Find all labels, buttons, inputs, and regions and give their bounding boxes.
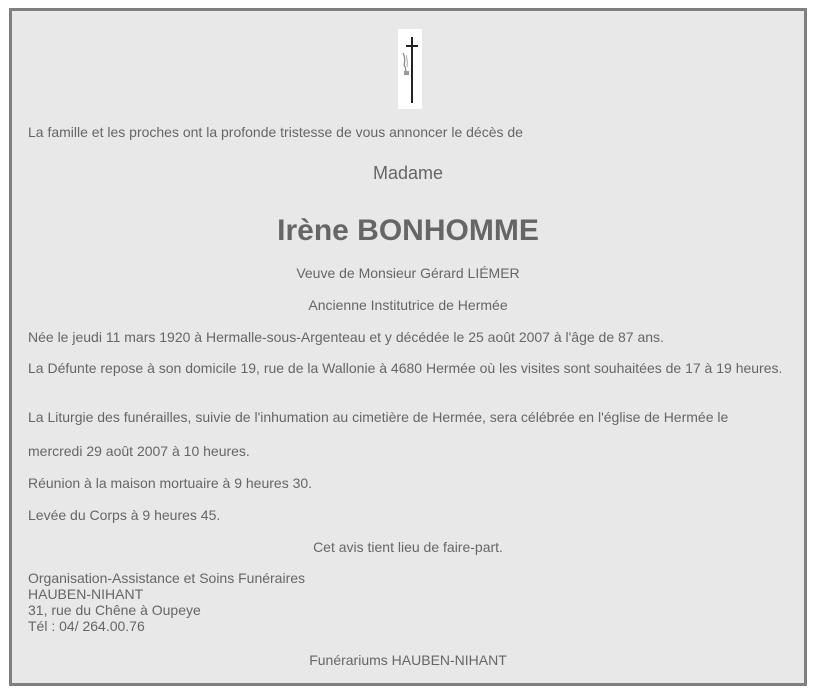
rest-text: La Défunte repose à son domicile 19, rue de la Wallonie à 4680 Hermée où les visites sont souhaitées de 17 à 19 heures. bbox=[28, 360, 783, 376]
liturgy-date: mercredi 29 août 2007 à 10 heures. bbox=[28, 443, 250, 459]
levee-text: Levée du Corps à 9 heures 45. bbox=[28, 507, 221, 523]
deceased-name: Irène BONHOMME bbox=[277, 214, 539, 247]
intro-text: La famille et les proches ont la profonde tristesse de vous annoncer le décès de bbox=[28, 124, 523, 140]
organisation-address: 31, rue du Chêne à Oupeye bbox=[28, 602, 201, 618]
obituary-card bbox=[9, 8, 807, 686]
organisation-name: HAUBEN-NIHANT bbox=[28, 586, 144, 602]
footer-text: Funérariums HAUBEN-NIHANT bbox=[309, 652, 507, 668]
cross-emblem-icon bbox=[398, 29, 422, 109]
profession: Ancienne Institutrice de Hermée bbox=[308, 297, 508, 313]
organisation-phone: Tél : 04/ 264.00.76 bbox=[28, 618, 145, 634]
meeting-text: Réunion à la maison mortuaire à 9 heures 30. bbox=[28, 475, 313, 491]
birth-death-text: Née le jeudi 11 mars 1920 à Hermalle-sous-Argenteau et y décédée le 25 août 2007 à l'âge de 87 ans. bbox=[28, 329, 664, 345]
organisation-line: Organisation-Assistance et Soins Funéraires bbox=[28, 570, 306, 586]
faire-part-text: Cet avis tient lieu de faire-part. bbox=[313, 539, 503, 555]
organisation-block bbox=[28, 570, 788, 634]
liturgy-text: La Liturgie des funérailles, suivie de l'inhumation au cimetière de Hermée, sera célébrée en l'église de Hermée le bbox=[28, 409, 729, 425]
widow-of: Veuve de Monsieur Gérard LIÉMER bbox=[296, 265, 520, 281]
honorific: Madame bbox=[372, 163, 444, 183]
